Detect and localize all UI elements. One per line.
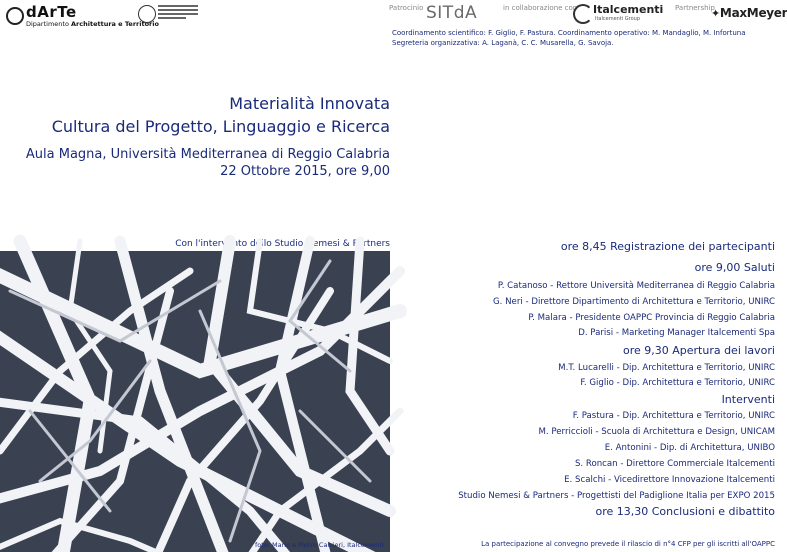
- program-item: E. Scalchi - Vicedirettore Innovazione Italcementi: [564, 475, 775, 485]
- darte-emblem-icon: [6, 7, 24, 25]
- architecture-photo: [0, 251, 390, 552]
- darte-logo: [6, 3, 159, 29]
- collaborazione-label: in collaborazione con: [503, 4, 578, 12]
- program-saluti: ore 9,00 Saluti: [694, 261, 775, 274]
- program-registrazione: ore 8,45 Registrazione dei partecipanti: [560, 240, 775, 253]
- segreteria-text: Segreteria organizzativa: A. Laganà, C. C. Musarella, G. Savoja.: [392, 39, 614, 47]
- program-conclusioni: ore 13,30 Conclusioni e dibattito: [595, 505, 775, 518]
- order-emblem-icon: [138, 5, 156, 23]
- branching-structure-image: [0, 251, 390, 552]
- program-item: F. Pastura - Dip. Architettura e Territorio, UNIRC: [572, 411, 775, 421]
- program-item: P. Catanoso - Rettore Università Mediterranea di Reggio Calabria: [497, 281, 775, 291]
- coordinamento-text: Coordinamento scientifico: F. Giglio, F. Pastura. Coordinamento operativo: M. Mandaglio, M. Infortuna: [392, 29, 746, 37]
- program-item: S. Roncan - Direttore Commerciale Italcementi: [574, 459, 775, 469]
- program-apertura: ore 9,30 Apertura dei lavori: [622, 344, 775, 357]
- program-item: M. Perriccioli - Scuola di Architettura e Design, UNICAM: [538, 427, 775, 437]
- ordine-architetti-logo: [138, 3, 198, 27]
- darte-subtitle: Dipartimento Architettura e Territorio: [26, 20, 159, 28]
- italcementi-logo: Italcementi Italcementi Group: [573, 3, 653, 23]
- studio-note: Con l'intervento dello Studio Nemesi & Partners: [175, 239, 390, 249]
- event-subtitle: Cultura del Progetto, Linguaggio e Ricerca: [51, 117, 390, 136]
- program-item: G. Neri - Direttore Dipartimento di Architettura e Territorio, UNIRC: [493, 297, 775, 307]
- program-item: P. Malara - Presidente OAPPC Provincia di Reggio Calabria: [528, 313, 775, 323]
- maxmeyer-logo: ✦MaxMeyer: [711, 6, 787, 20]
- darte-title: dArTe: [26, 3, 77, 21]
- photo-credit: foto: Mario e Pietro Carrieri, Italcementi: [255, 541, 384, 549]
- program-item: F. Giglio - Dip. Architettura e Territorio, UNIRC: [580, 378, 775, 388]
- partnership-label: Partnership: [675, 4, 715, 12]
- event-date: 22 Ottobre 2015, ore 9,00: [220, 164, 390, 179]
- maxmeyer-mark-icon: ✦: [711, 7, 720, 20]
- event-title: Materialità Innovata: [229, 94, 390, 113]
- program-item: M.T. Lucarelli - Dip. Architettura e Territorio, UNIRC: [558, 363, 775, 373]
- sitda-logo: SITdA: [426, 3, 478, 23]
- program-item: E. Antonini - Dip. di Architettura, UNIBO: [604, 443, 775, 453]
- program-item: D. Parisi - Marketing Manager Italcementi Spa: [578, 328, 775, 338]
- program-item: Studio Nemesi & Partners - Progettisti del Padiglione Italia per EXPO 2015: [458, 491, 775, 501]
- cfp-note: La partecipazione al convegno prevede il rilascio di n°4 CFP per gli iscritti all'OAPPC: [481, 540, 775, 548]
- order-text-lines: [158, 5, 198, 21]
- program-interventi: Interventi: [721, 393, 775, 406]
- patrocinio-label: Patrocinio: [389, 4, 424, 12]
- italcementi-swirl-icon: [573, 4, 593, 24]
- event-venue: Aula Magna, Università Mediterranea di Reggio Calabria: [25, 147, 390, 162]
